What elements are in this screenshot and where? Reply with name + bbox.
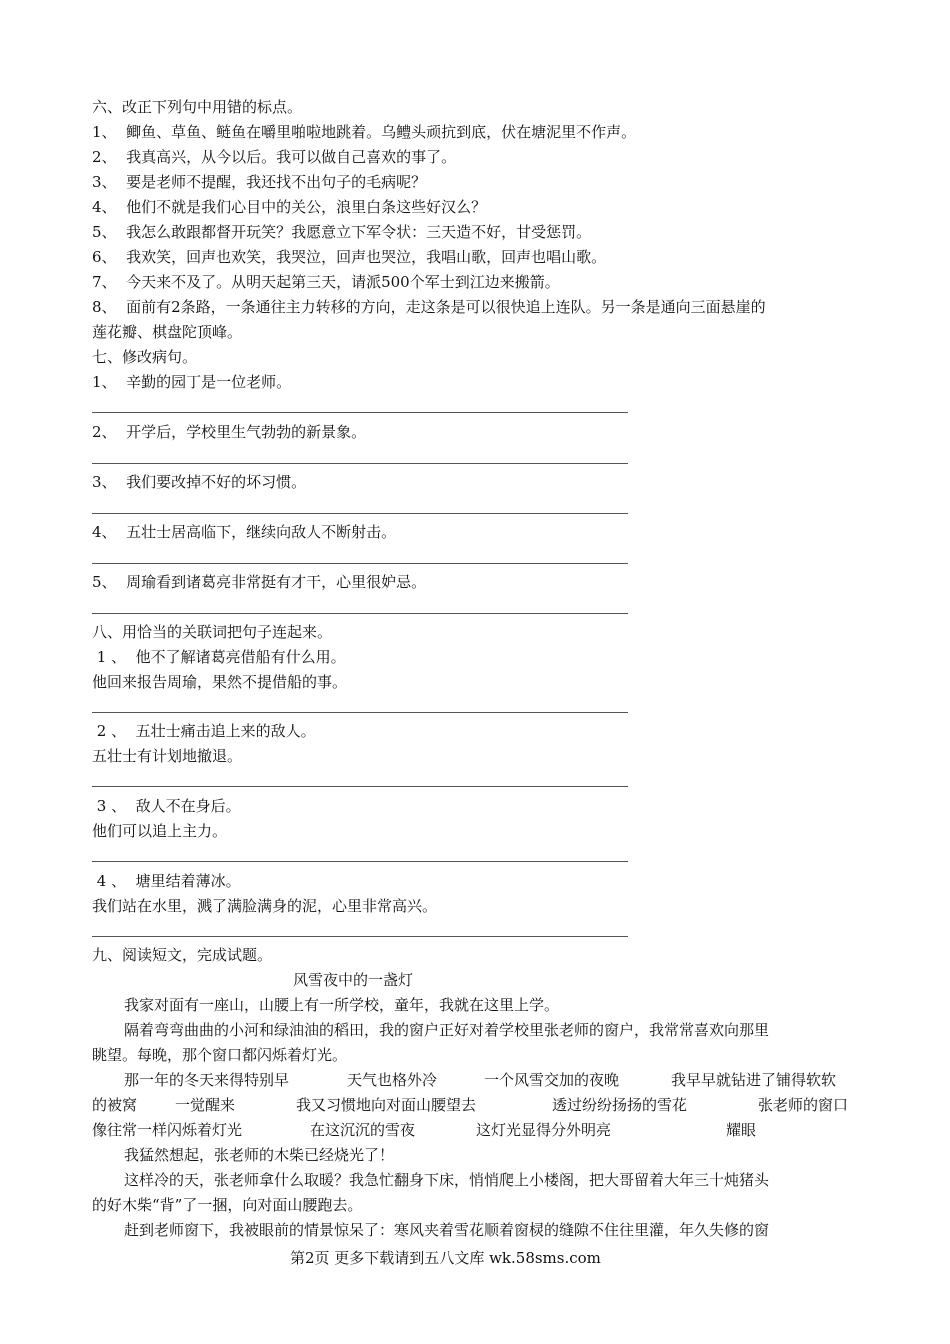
sec8-item-1-a: 1 、 他不了解诸葛亮借船有什么用。 (92, 648, 346, 666)
passage-phrase: 在这沉沉的雪夜 (310, 1121, 416, 1139)
sec6-item-6: 6、 我欢笑，回声也欢笑，我哭泣，回声也哭泣，我唱山歌，回声也唱山歌。 (92, 248, 607, 266)
passage-para-1: 我家对面有一座山，山腰上有一所学校，童年，我就在这里上学。 (124, 996, 560, 1014)
sec6-item-3: 3、 要是老师不提醒，我还找不出句子的毛病呢？ (92, 173, 427, 191)
passage-para-4: 我猛然想起，张老师的木柴已经烧光了！ (124, 1146, 395, 1164)
section-6-heading: 六、改正下列句中用错的标点。 (92, 98, 303, 116)
answer-line[interactable] (92, 613, 628, 614)
passage-para-2: 隔着弯弯曲曲的小河和绿油油的稻田，我的窗户正好对着学校里张老师的窗户，我常常喜欢向那里 (124, 1021, 770, 1039)
answer-line[interactable] (92, 463, 628, 464)
answer-line[interactable] (92, 412, 628, 413)
sec7-item-3: 3、 我们要改掉不好的坏习惯。 (92, 473, 307, 491)
passage-phrase: 这灯光显得分外明亮 (476, 1121, 612, 1139)
sec7-item-4: 4、 五壮士居高临下，继续向敌人不断射击。 (92, 523, 397, 541)
sec8-item-3-a: 3 、 敌人不在身后。 (92, 797, 241, 815)
sec6-item-8-cont: 莲花瓣、棋盘陀顶峰。 (92, 323, 243, 341)
sec8-item-4-a: 4 、 塘里结着薄冰。 (92, 872, 241, 890)
answer-line[interactable] (92, 861, 628, 862)
passage-phrase: 一个风雪交加的夜晚 (484, 1071, 620, 1089)
sec6-item-1: 1、 鲫鱼、草鱼、鲢鱼在嚼里啪啦地跳着。乌鳢头顽抗到底，伏在塘泥里不作声。 (92, 123, 637, 141)
passage-phrase: 张老师的窗口 (758, 1096, 849, 1114)
sec7-item-1: 1、 辛勤的园丁是一位老师。 (92, 373, 292, 391)
page-footer: 第2页 更多下载请到五八文库 wk.58sms.com (290, 1249, 601, 1267)
sec6-item-8: 8、 面前有2条路，一条通往主力转移的方向，走这条是可以很快追上连队。另一条是通向三面悬崖的 (92, 298, 766, 316)
sec7-item-2: 2、 开学后，学校里生气勃勃的新景象。 (92, 423, 367, 441)
passage-phrase: 一觉醒来 (175, 1096, 236, 1114)
passage-phrase: 我又习惯地向对面山腰望去 (296, 1096, 477, 1114)
passage-para-6: 赶到老师窗下，我被眼前的情景惊呆了：寒风夹着雪花顺着窗棂的缝隙不住往里灌，年久失修的窗 (124, 1221, 770, 1239)
section-7-heading: 七、修改病句。 (92, 348, 198, 366)
sec7-item-5: 5、 周瑜看到诸葛亮非常挺有才干，心里很妒忌。 (92, 573, 427, 591)
answer-line[interactable] (92, 786, 628, 787)
answer-line[interactable] (92, 936, 628, 937)
passage-phrase: 我早早就钻进了铺得软软 (671, 1071, 837, 1089)
section-8-heading: 八、用恰当的关联词把句子连起来。 (92, 623, 333, 641)
sec6-item-2: 2、 我真高兴，从今以后。我可以做自己喜欢的事了。 (92, 148, 457, 166)
section-9-heading: 九、阅读短文，完成试题。 (92, 946, 273, 964)
passage-phrase: 天气也格外冷 (347, 1071, 438, 1089)
answer-line[interactable] (92, 712, 628, 713)
passage-phrase: 那一年的冬天来得特别早 (124, 1071, 290, 1089)
passage-phrase: 耀眼 (726, 1121, 757, 1139)
sec6-item-4: 4、 他们不就是我们心目中的关公，浪里白条这些好汉么？ (92, 198, 487, 216)
answer-line[interactable] (92, 563, 628, 564)
passage-phrase: 透过纷纷扬扬的雪花 (552, 1096, 688, 1114)
sec8-item-3-b: 他们可以追上主力。 (92, 822, 228, 840)
sec6-item-7: 7、 今天来不及了。从明天起第三天，请派500个军士到江边来搬箭。 (92, 273, 560, 291)
sec8-item-1-b: 他回来报告周瑜，果然不提借船的事。 (92, 673, 348, 691)
passage-title: 风雪夜中的一盏灯 (293, 971, 414, 989)
passage-para-5-cont: 的好木柴“背”了一捆，向对面山腰跑去。 (92, 1196, 363, 1214)
passage-para-2-cont: 眺望。每晚，那个窗口都闪烁着灯光。 (92, 1046, 348, 1064)
answer-line[interactable] (92, 513, 628, 514)
passage-para-5: 这样冷的天，张老师拿什么取暖？我急忙翻身下床，悄悄爬上小楼阁，把大哥留着大年三十炖猪头 (124, 1171, 770, 1189)
passage-phrase: 的被窝 (92, 1096, 138, 1114)
sec8-item-4-b: 我们站在水里，溅了满脸满身的泥，心里非常高兴。 (92, 897, 438, 915)
sec6-item-5: 5、 我怎么敢跟都督开玩笑？我愿意立下军令状：三天造不好，甘受惩罚。 (92, 223, 592, 241)
sec8-item-2-b: 五壮士有计划地撤退。 (92, 747, 243, 765)
passage-phrase: 像往常一样闪烁着灯光 (92, 1121, 243, 1139)
sec8-item-2-a: 2 、 五壮士痛击追上来的敌人。 (92, 722, 316, 740)
